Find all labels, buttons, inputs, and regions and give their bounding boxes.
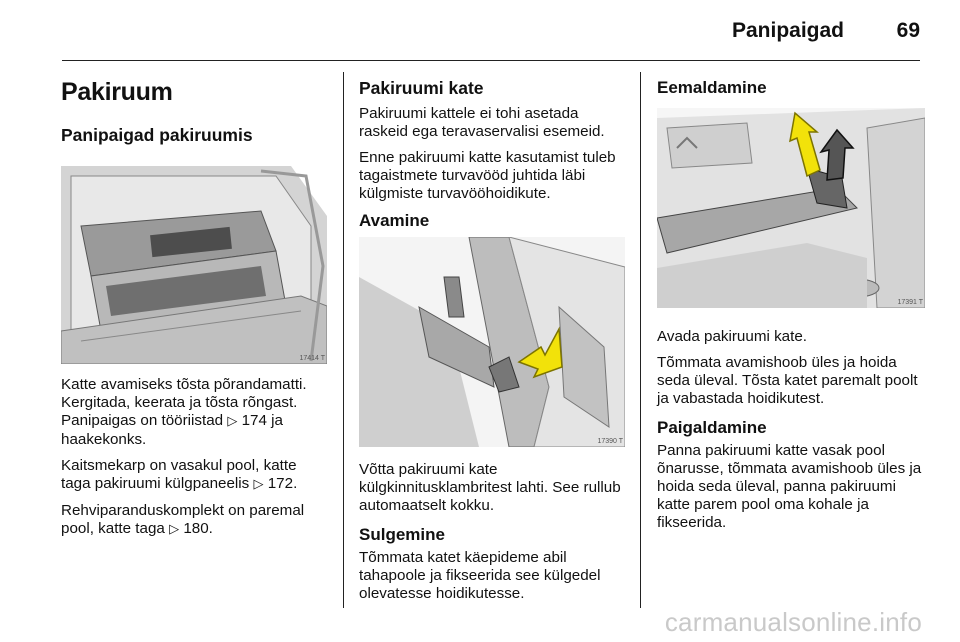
cover-opening-illustration: [359, 237, 625, 447]
paragraph: Võtta pakiruumi kate külgkinnitusklambritest lahti. See rullub automaatselt kokku.: [359, 461, 621, 514]
column-divider-2: [640, 72, 641, 608]
watermark: carmanualsonline.info: [664, 607, 922, 637]
subsection-heading: Paigaldamine: [657, 418, 767, 437]
cross-reference-arrow-icon: ▷: [253, 477, 264, 492]
figure-storage-compartment: [61, 156, 327, 364]
figure-cover-opening: [359, 237, 625, 447]
running-title: Panipaigad: [731, 19, 844, 42]
section-heading: Eemaldamine: [657, 78, 767, 97]
paragraph: Pakiruumi kattele ei tohi asetada raskeid ega teravaservalisi esemeid.: [359, 105, 605, 140]
paragraph: Avada pakiruumi kate.: [657, 328, 807, 345]
subsection-heading: Panipaigad pakiruumis: [61, 125, 253, 145]
figure-code: 17390 T: [597, 438, 623, 445]
header-rule: [62, 60, 920, 61]
section-heading: Pakiruum: [61, 78, 173, 106]
page-number: 69: [896, 19, 920, 42]
page-header: [0, 0, 960, 62]
paragraph: Katte avamiseks tõsta põrandamatti. Kergitada, keerata ja tõsta rõngast. Panipaigas on tööriistad ▷ 174 ja haakekonks.: [61, 376, 307, 448]
paragraph: Rehviparanduskomplekt on paremal pool, katte taga ▷ 180.: [61, 502, 305, 537]
figure-cover-removal: [657, 108, 925, 308]
cover-removal-illustration: [657, 108, 925, 308]
paragraph: Tõmmata avamishoob üles ja hoida seda üleval. Tõsta katet paremalt poolt ja vabastada hoidikutest.: [657, 354, 918, 407]
column-divider-1: [343, 72, 344, 608]
cross-reference-arrow-icon: ▷: [169, 522, 180, 537]
paragraph: Kaitsmekarp on vasakul pool, katte taga pakiruumi külgpaneelis ▷ 172.: [61, 457, 298, 492]
column-3: [657, 72, 925, 540]
subsection-heading: Sulgemine: [359, 525, 445, 544]
figure-code: 17391 T: [897, 299, 923, 306]
column-1: [61, 72, 327, 547]
paragraph: Enne pakiruumi katte kasutamist tuleb tagaistmete turvavööd juhtida läbi külgmiste turvavööhoidikute.: [359, 149, 616, 202]
storage-compartment-illustration: [61, 156, 327, 364]
subsection-heading: Avamine: [359, 211, 430, 230]
section-heading: Pakiruumi kate: [359, 78, 484, 98]
figure-code: 17414 T: [299, 355, 325, 362]
paragraph: Panna pakiruumi katte vasak pool õnarusse, tõmmata avamishoob üles ja hoida seda üleval, panna pakiruumi katte parem pool oma kohale ja fikseerida.: [657, 442, 922, 531]
column-2: [359, 72, 625, 611]
cross-reference-arrow-icon: ▷: [227, 414, 238, 429]
paragraph: Tõmmata katet käepideme abil tahapoole ja fikseerida see külgedel olevatesse hoidikutesse.: [359, 549, 601, 602]
